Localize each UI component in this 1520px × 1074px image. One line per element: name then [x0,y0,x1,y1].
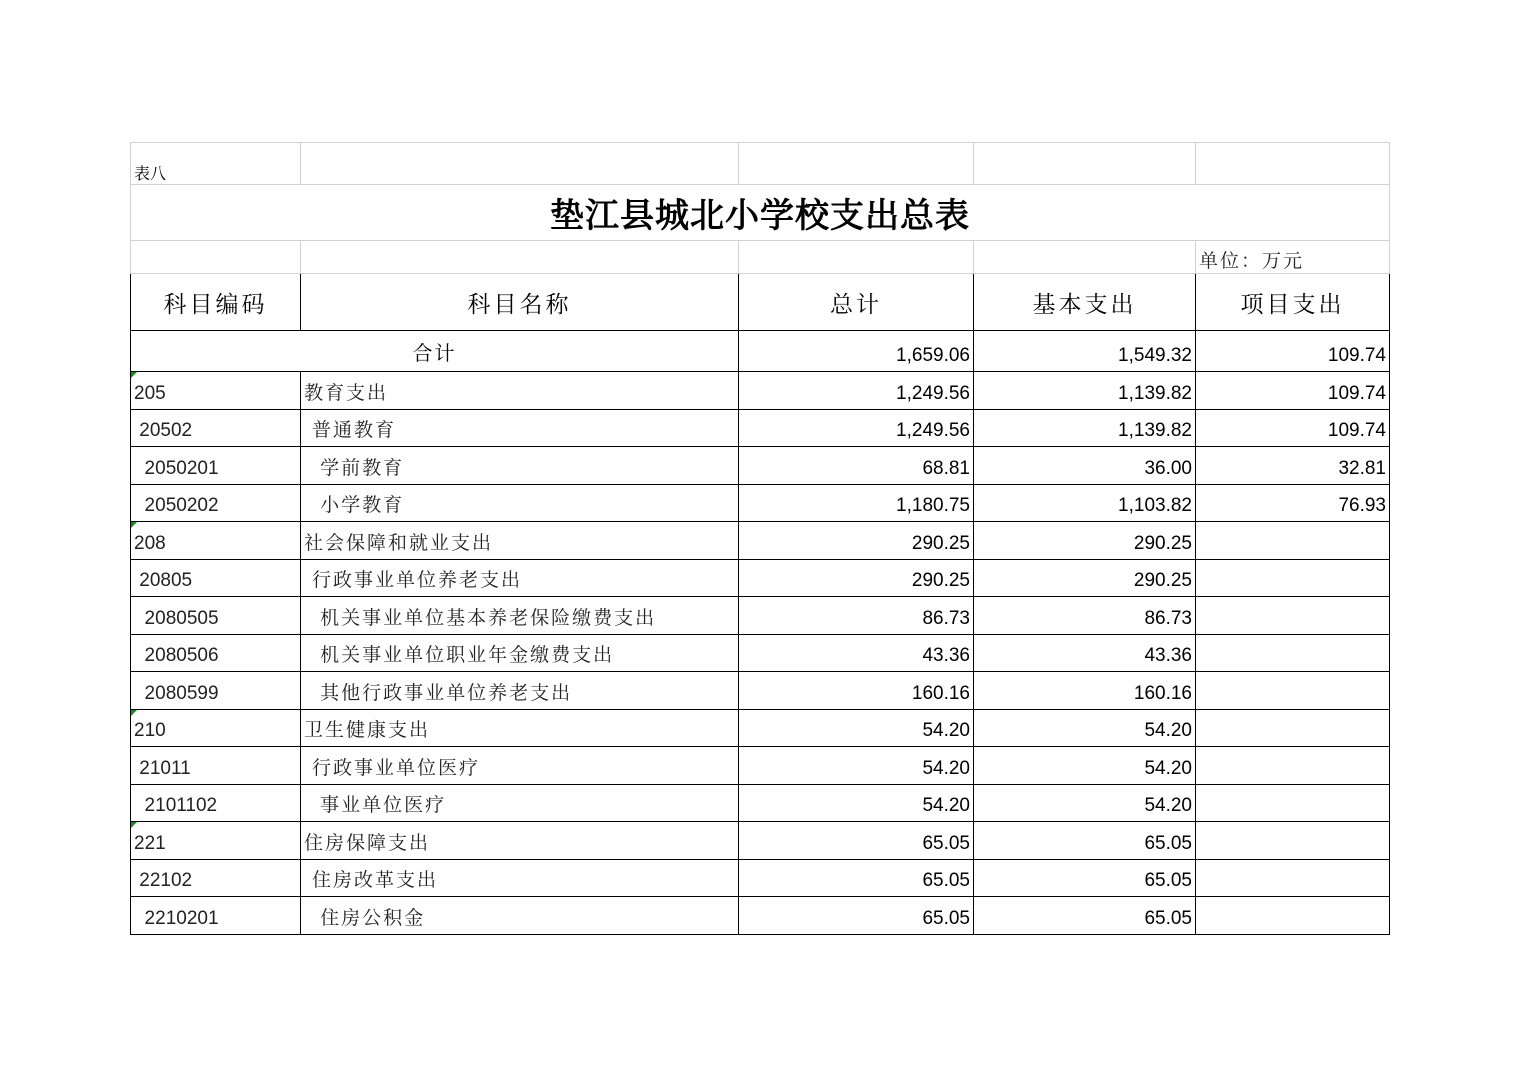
row-name: 住房改革支出 [301,859,739,897]
total-label: 合计 [131,331,739,372]
row-total: 290.25 [739,522,974,560]
row-basic: 1,139.82 [974,372,1196,410]
row-total: 1,249.56 [739,409,974,447]
table-row [131,709,1390,747]
row-code: 2050202 [131,484,301,522]
row-project [1196,897,1390,935]
row-code: 2080506 [131,634,301,672]
header-code: 科目编码 [131,274,301,331]
row-name: 教育支出 [301,372,739,410]
unit-label: 单位：万元 [1196,241,1390,274]
row-total: 54.20 [739,747,974,785]
row-code: 20502 [131,409,301,447]
row-project [1196,822,1390,860]
row-project: 32.81 [1196,447,1390,485]
row-name: 机关事业单位职业年金缴费支出 [301,634,739,672]
table-row [131,672,1390,710]
table-row [131,859,1390,897]
table-row [131,897,1390,935]
row-code: 2210201 [131,897,301,935]
row-code: 205 [131,372,301,410]
row-total: 290.25 [739,559,974,597]
row-basic: 54.20 [974,747,1196,785]
row-total: 1,249.56 [739,372,974,410]
row-total: 86.73 [739,597,974,635]
row-code: 22102 [131,859,301,897]
row-name: 行政事业单位医疗 [301,747,739,785]
row-name: 机关事业单位基本养老保险缴费支出 [301,597,739,635]
row-name: 学前教育 [301,447,739,485]
table-row [131,597,1390,635]
row-basic: 43.36 [974,634,1196,672]
row-code: 20805 [131,559,301,597]
expenditure-table [130,142,1390,935]
row-code: 221 [131,822,301,860]
row-project [1196,784,1390,822]
table-row [131,409,1390,447]
row-name: 住房保障支出 [301,822,739,860]
row-total: 65.05 [739,897,974,935]
page-title: 垫江县城北小学校支出总表 [131,185,1390,241]
header-row [131,274,1390,331]
header-total: 总计 [739,274,974,331]
table-row [131,634,1390,672]
row-total: 160.16 [739,672,974,710]
row-basic: 86.73 [974,597,1196,635]
row-code: 208 [131,522,301,560]
table-row [131,484,1390,522]
row-project: 76.93 [1196,484,1390,522]
row-basic: 36.00 [974,447,1196,485]
row-name: 住房公积金 [301,897,739,935]
row-code: 21011 [131,747,301,785]
header-project: 项目支出 [1196,274,1390,331]
row-basic: 65.05 [974,897,1196,935]
total-total: 1,659.06 [739,331,974,372]
row-basic: 65.05 [974,859,1196,897]
row-name: 事业单位医疗 [301,784,739,822]
row-project [1196,522,1390,560]
row-project [1196,709,1390,747]
row-basic: 160.16 [974,672,1196,710]
row-name: 行政事业单位养老支出 [301,559,739,597]
table-label: 表八 [131,143,301,185]
row-total: 68.81 [739,447,974,485]
row-project [1196,859,1390,897]
row-code: 210 [131,709,301,747]
table-row [131,747,1390,785]
row-basic: 54.20 [974,709,1196,747]
row-name: 卫生健康支出 [301,709,739,747]
header-basic: 基本支出 [974,274,1196,331]
row-basic: 65.05 [974,822,1196,860]
table-row [131,372,1390,410]
row-project: 109.74 [1196,409,1390,447]
row-code: 2050201 [131,447,301,485]
row-basic: 54.20 [974,784,1196,822]
row-total: 65.05 [739,859,974,897]
row-project [1196,559,1390,597]
table-row [131,559,1390,597]
total-row [131,331,1390,372]
row-name: 其他行政事业单位养老支出 [301,672,739,710]
row-total: 54.20 [739,784,974,822]
row-code: 2080599 [131,672,301,710]
row-basic: 1,103.82 [974,484,1196,522]
total-project: 109.74 [1196,331,1390,372]
row-code: 2080505 [131,597,301,635]
row-total: 1,180.75 [739,484,974,522]
row-name: 小学教育 [301,484,739,522]
total-basic: 1,549.32 [974,331,1196,372]
row-basic: 290.25 [974,522,1196,560]
table-row [131,447,1390,485]
row-project: 109.74 [1196,372,1390,410]
row-total: 54.20 [739,709,974,747]
table-row [131,522,1390,560]
row-code: 2101102 [131,784,301,822]
table-row [131,822,1390,860]
table-row [131,784,1390,822]
row-project [1196,747,1390,785]
row-project [1196,634,1390,672]
header-name: 科目名称 [301,274,739,331]
row-name: 普通教育 [301,409,739,447]
row-basic: 1,139.82 [974,409,1196,447]
row-project [1196,597,1390,635]
row-name: 社会保障和就业支出 [301,522,739,560]
row-basic: 290.25 [974,559,1196,597]
row-total: 65.05 [739,822,974,860]
row-project [1196,672,1390,710]
row-total: 43.36 [739,634,974,672]
